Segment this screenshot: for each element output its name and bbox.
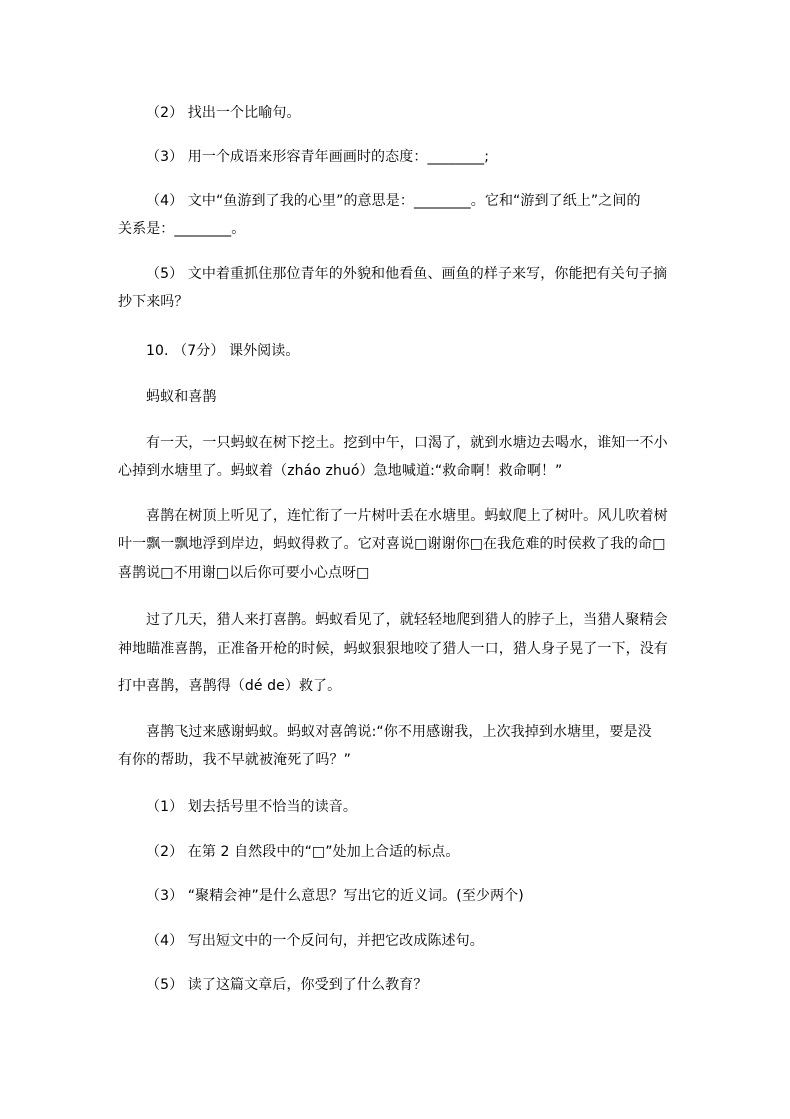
question-2-find-simile: （2） 找出一个比喻句。 — [146, 105, 301, 121]
paragraph-2-line-2: 叶一飘一飘地浮到岸边，蚂蚁得救了。它对喜说□谢谢你□在我危难的时侯救了我的命□ — [118, 536, 666, 552]
question-4-line-2: 关系是：________。 — [118, 221, 246, 237]
paragraph-1-line-2: 心掉到水塘里了。蚂蚁着（zháo zhuó）急地喊道:“救命啊！救命啊！” — [118, 463, 563, 479]
sub-question-3: （3） “聚精会神”是什么意思？写出它的近义词。(至少两个) — [146, 888, 524, 904]
sub-question-5: （5） 读了这篇文章后，你受到了什么教育？ — [146, 977, 428, 993]
paragraph-1-line-1: 有一天，一只蚂蚁在树下挖土。挖到中午，口渴了，就到水塘边去喝水，谁知一不小 — [146, 435, 668, 451]
paragraph-4-line-2: 有你的帮助，我不早就被淹死了吗？” — [118, 752, 351, 768]
paragraph-2-line-3: 喜鹊说□不用谢□以后你可要小心点呀□ — [118, 565, 370, 581]
question-3-idiom: （3） 用一个成语来形容青年画画时的态度：________; — [146, 149, 490, 165]
paragraph-3-line-3: 打中喜鹊，喜鹊得（dé de）救了。 — [118, 678, 342, 694]
sub-question-4: （4） 写出短文中的一个反问句，并把它改成陈述句。 — [146, 933, 484, 949]
passage-title: 蚂蚁和喜鹊 — [146, 389, 217, 405]
paragraph-2-line-1: 喜鹊在树顶上听见了，连忙衔了一片树叶丢在水塘里。蚂蚁爬上了树叶。风儿吹着树 — [146, 508, 668, 524]
paragraph-3-line-1: 过了几天，猎人来打喜鹊。蚂蚁看见了，就轻轻地爬到猎人的脖子上，当猎人聚精会 — [146, 612, 668, 628]
question-4-line-1: （4） 文中“鱼游到了我的心里”的意思是：________。它和“游到了纸上”之间的 — [146, 193, 641, 209]
question-10-heading: 10. （7分） 课外阅读。 — [146, 343, 300, 359]
sub-question-1: （1） 划去括号里不恰当的读音。 — [146, 799, 357, 815]
paragraph-4-line-1: 喜鹊飞过来感谢蚂蚁。蚂蚁对喜鸽说:“你不用感谢我，上次我掉到水塘里，要是没 — [146, 724, 652, 740]
question-5-line-1: （5） 文中着重抓住那位青年的外貌和他看鱼、画鱼的样子来写，你能把有关句子摘 — [146, 266, 668, 282]
sub-question-2: （2） 在第 2 自然段中的“□”处加上合适的标点。 — [146, 844, 460, 860]
paragraph-3-line-2: 神地瞄准喜鹊，正准备开枪的时候，蚂蚁狠狠地咬了猎人一口，猎人身子晃了一下，没有 — [118, 641, 668, 657]
question-5-line-2: 抄下来吗？ — [118, 294, 189, 310]
